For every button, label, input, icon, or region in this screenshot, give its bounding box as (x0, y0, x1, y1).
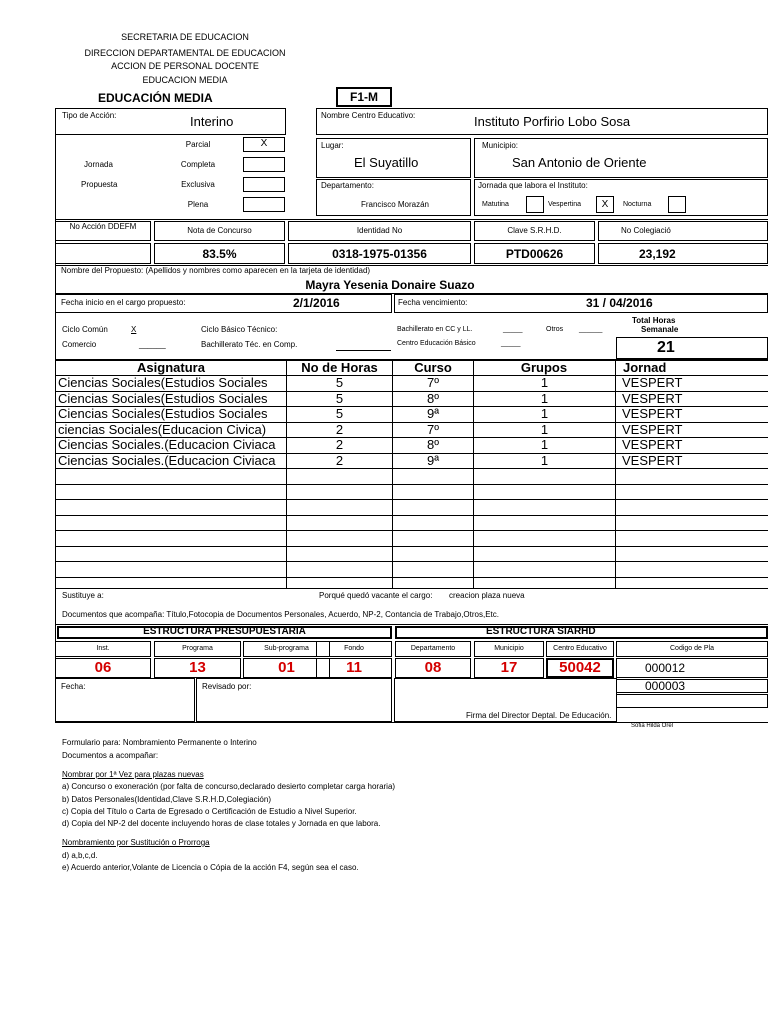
codigo-value-1: 000012 (645, 661, 686, 675)
comercio-blank: ______ (139, 340, 166, 349)
table-row-line (55, 561, 768, 562)
table-cell: 8º (427, 391, 439, 406)
propuesta-label: Propuesta (81, 180, 118, 189)
jornada-completa-label: Completa (180, 160, 216, 169)
table-row-line (55, 468, 768, 469)
presupuesto-header: Municipio (494, 645, 524, 652)
notas-item: d) a,b,c,d. (62, 851, 98, 860)
table-cell: 5 (335, 375, 344, 390)
presupuesto-value: 06 (94, 659, 112, 676)
table-cell: 7º (427, 422, 439, 437)
no-accion-label: No Acción DDEFM (69, 222, 137, 231)
centro-value: Instituto Porfirio Lobo Sosa (474, 114, 631, 129)
vespertina-label: Vespertina (548, 201, 582, 208)
table-cell: 1 (540, 375, 549, 390)
table-cell: Ciencias Sociales.(Educacion Civiaca (58, 453, 276, 468)
jornada-plena-checkbox[interactable] (243, 197, 285, 212)
clave-value: PTD00626 (505, 247, 564, 261)
ciclo-comun-label: Ciclo Común (62, 325, 108, 334)
documentos-acompana: Documentos que acompaña: Título,Fotocopia de Documentos Personales, Acuerdo, NP-2, Contancia de Trabajo,Otros,Etc. (62, 610, 499, 619)
fecha-label: Fecha: (61, 682, 86, 691)
table-cell: Ciencias Sociales(Estudios Sociales (58, 391, 268, 406)
tipo-accion-label: Tipo de Acción: (62, 111, 117, 120)
ciclo-comun-mark: X (131, 325, 137, 334)
jornada-label: Jornada (84, 160, 113, 169)
table-header-cell: No de Horas (301, 360, 378, 375)
table-cell: VESPERT (622, 453, 683, 468)
table-cell: VESPERT (622, 422, 683, 437)
otros-blank: ______ (579, 326, 603, 333)
table-cell: VESPERT (622, 391, 683, 406)
rule (336, 350, 391, 351)
header-line-2: DIRECCION DEPARTAMENTAL DE EDUCACION (84, 48, 286, 58)
table-cell: 1 (540, 406, 549, 421)
table-row-line (55, 484, 768, 485)
bach-tec-label: Bachillerato Téc. en Comp. (201, 340, 298, 349)
presupuesto-header: Codigo de Pla (670, 645, 714, 652)
table-cell: 9ª (426, 453, 440, 468)
nocturna-checkbox[interactable] (668, 196, 686, 213)
table-col-line (55, 360, 56, 588)
nota-value: 83.5% (202, 247, 237, 261)
lugar-value: El Suyatillo (354, 155, 419, 170)
rule (55, 219, 768, 220)
table-cell: Ciencias Sociales.(Educacion Civiaca (58, 437, 276, 452)
comercio-label: Comercio (62, 340, 97, 349)
clave-label: Clave S.R.H.D. (507, 226, 562, 235)
siarhd-title: ESTRUCTURA SIARHD (486, 626, 596, 637)
presupuesto-value: 50042 (559, 659, 601, 676)
total-horas-label-2: Semanale (641, 325, 679, 334)
presupuesto-value: 11 (346, 659, 362, 676)
notas-item: c) Copia del Título o Carta de Egresado o Certificación de Estudio a Nivel Superior. (62, 807, 357, 816)
fecha-inicio-label: Fecha inicio en el cargo propuesto: (61, 298, 186, 307)
jornada-exclusiva-label: Exclusiva (181, 180, 215, 189)
table-header-cell: Asignatura (137, 360, 205, 375)
table-row-line (55, 499, 768, 500)
notas-item: e) Acuerdo anterior,Volante de Licencia o Cópia de la acción F4, según sea el caso. (62, 863, 359, 872)
porque-value: creacion plaza nueva (449, 591, 525, 600)
departamento-value: Francisco Morazán (360, 200, 430, 209)
presupuesto-header: Sub-programa (264, 645, 309, 652)
fecha-venc-value: 31 / 04/2016 (586, 296, 653, 310)
total-horas-label: Total Horas (632, 316, 676, 325)
table-cell: 5 (335, 391, 344, 406)
propuesto-value: Mayra Yesenia Donaire Suazo (305, 278, 475, 292)
otros-label: Otros (546, 326, 564, 333)
table-cell: Ciencias Sociales(Estudios Sociales (58, 375, 268, 390)
rule (55, 624, 768, 625)
notas-documentos: Documentos a acompañar: (62, 751, 159, 760)
total-horas-box (616, 337, 768, 359)
table-cell: 1 (540, 437, 549, 452)
table-cell: VESPERT (622, 406, 683, 421)
table-cell: 1 (540, 453, 549, 468)
autor: Sofia Hilda Orel (631, 723, 674, 729)
colegiacion-label: No Colegiació (621, 226, 671, 235)
colegiacion-value: 23,192 (639, 247, 676, 261)
table-header-cell: Grupos (520, 360, 568, 375)
sustituye-label: Sustituye a: (62, 591, 104, 600)
table-cell: 1 (540, 422, 549, 437)
matutina-checkbox[interactable] (526, 196, 544, 213)
tipo-accion-value: Interino (190, 114, 234, 129)
centro-label: Nombre Centro Educativo: (321, 111, 416, 120)
table-cell: 2 (335, 422, 344, 437)
fecha-venc-label: Fecha vencimiento: (398, 298, 468, 307)
identidad-value: 0318-1975-01356 (332, 247, 427, 261)
jornada-plena-label: Plena (187, 200, 209, 209)
lugar-label: Lugar: (321, 141, 344, 150)
presupuestaria-title: ESTRUCTURA PRESUPUESTARIA (143, 626, 306, 637)
jornada-parcial-label: Parcial (185, 140, 211, 149)
nota-label: Nota de Concurso (187, 226, 252, 235)
jornada-completa-checkbox[interactable] (243, 157, 285, 172)
municipio-value: San Antonio de Oriente (512, 155, 647, 170)
header-line-4: EDUCACION MEDIA (142, 75, 228, 85)
codigo-box-2 (616, 679, 768, 693)
notas-item: a) Concurso o exoneración (por falta de concurso,declarado desierto completar carga horaria) (62, 782, 396, 791)
table-row-line (55, 530, 768, 531)
codigo-box-1 (616, 658, 768, 678)
table-cell: 9ª (426, 406, 440, 421)
bachillerato-label: Bachillerato en CC y LL. (397, 326, 473, 333)
table-header-cell: Curso (414, 360, 452, 375)
matutina-label: Matutina (482, 201, 509, 208)
header-line-3: ACCION DE PERSONAL DOCENTE (111, 61, 259, 71)
porque-label: Porqué quedó vacante el cargo: (319, 591, 433, 600)
presupuesto-value: 13 (189, 659, 206, 676)
notas-item: d) Copia del NP-2 del docente incluyendo horas de clase totales y Jornada en que labora. (62, 819, 381, 828)
centro-basico-label: Centro Educación Básico (397, 340, 476, 347)
propuesto-label: Nombre del Propuesto: (Apellidos y nombres como aparecen en la tarjeta de identidad) (61, 266, 371, 275)
table-cell: Ciencias Sociales(Estudios Sociales (58, 406, 268, 421)
presupuesto-value: 01 (278, 659, 295, 676)
table-row-line (55, 546, 768, 547)
firma-director: Firma del Director Deptal. De Educación. (466, 711, 612, 720)
jornada-instituto-label: Jornada que labora el Instituto: (478, 181, 588, 190)
presupuesto-header: Programa (182, 645, 213, 652)
rule (55, 588, 768, 589)
nocturna-label: Nocturna (623, 201, 652, 208)
jornada-parcial-checkbox[interactable]: X (243, 137, 285, 152)
presupuesto-header: Departamento (410, 645, 456, 652)
notas-item: b) Datos Personales(Identidad,Clave S.R.H.D,Colegiación) (62, 795, 271, 804)
header-line-1: SECRETARIA DE EDUCACION (121, 32, 249, 42)
presupuesto-value: 17 (500, 659, 518, 676)
table-cell: 5 (335, 406, 344, 421)
table-cell: VESPERT (622, 437, 683, 452)
ciclo-basico-label: Ciclo Básico Técnico: (201, 325, 278, 334)
presupuesto-value: 08 (424, 659, 442, 676)
table-col-line (615, 360, 616, 588)
centro-basico-blank: _____ (501, 340, 521, 347)
notas-seccion1-title: Nombrar por 1ª Vez para plazas nuevas (62, 770, 204, 779)
table-row-line (55, 577, 768, 578)
revisado-label: Revisado por: (202, 682, 252, 691)
identidad-label: Identidad No (356, 226, 403, 235)
presupuesto-header: Centro Educativo (553, 645, 607, 652)
table-cell: 8º (427, 437, 439, 452)
codigo-value-2: 000003 (645, 679, 686, 693)
no-accion-value-box (55, 243, 151, 264)
table-cell: 2 (335, 453, 344, 468)
rule (55, 722, 768, 723)
table-cell: 7º (427, 375, 439, 390)
form-code: F1-M (336, 87, 392, 107)
departamento-label: Departamento: (321, 181, 374, 190)
form-title: EDUCACIÓN MEDIA (98, 91, 213, 105)
municipio-label: Municipio: (482, 141, 519, 150)
table-row-line (55, 515, 768, 516)
table-header-cell: Jornad (623, 360, 667, 375)
total-horas-value: 21 (657, 339, 675, 356)
presupuesto-header: Fondo (344, 645, 364, 652)
vespertina-checkbox[interactable]: X (596, 196, 614, 213)
table-cell: 2 (335, 437, 344, 452)
fecha-inicio-value: 2/1/2016 (293, 296, 340, 310)
table-cell: VESPERT (622, 375, 683, 390)
table-cell: 1 (540, 391, 549, 406)
jornada-exclusiva-checkbox[interactable] (243, 177, 285, 192)
presupuesto-header: Inst. (96, 645, 110, 652)
colegiacion-value-box (598, 243, 768, 264)
notas-seccion2-title: Nombramiento por Sustitución o Prorroga (62, 838, 210, 847)
codigo-box-3 (616, 694, 768, 708)
bachillerato-blank: _____ (503, 326, 523, 333)
notas-formulario: Formulario para: Nombramiento Permanente o Interino (62, 738, 257, 747)
table-cell: ciencias Sociales(Educacion Civica) (58, 422, 267, 437)
